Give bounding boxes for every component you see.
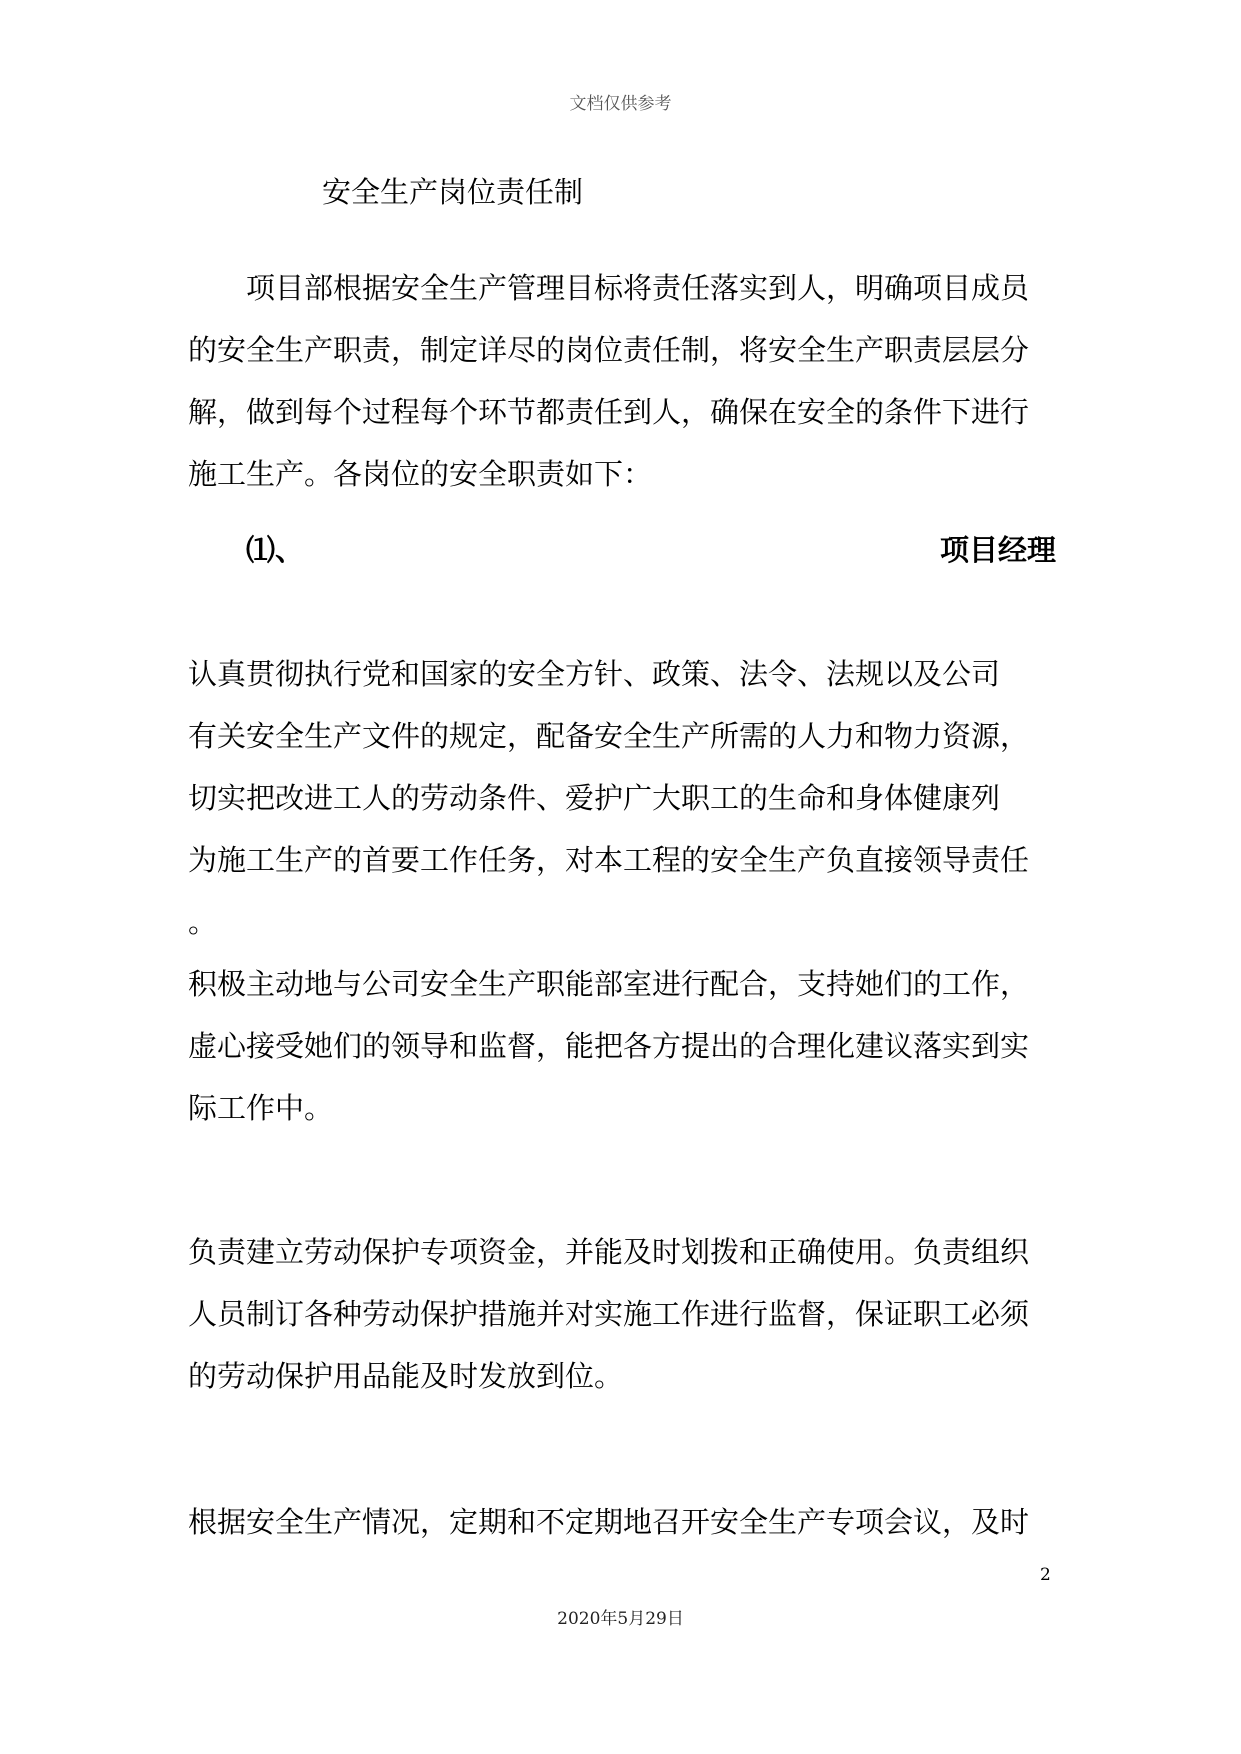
document-title: 安全生产岗位责任制 bbox=[322, 175, 584, 209]
header-note: 文档仅供参考 bbox=[569, 94, 672, 114]
section-number: ⑴、 bbox=[246, 533, 305, 567]
paragraph-line: 根据安全生产情况，定期和不定期地召开安全生产专项会议，及时 bbox=[188, 1505, 1030, 1539]
paragraph-line: 虚心接受她们的领导和监督，能把各方提出的合理化建议落实到实 bbox=[188, 1029, 1030, 1063]
footer-date: 2020年5月29日 bbox=[557, 1609, 684, 1629]
paragraph-line: 积极主动地与公司安全生产职能部室进行配合，支持她们的工作， bbox=[188, 967, 1030, 1001]
intro-line: 的安全生产职责，制定详尽的岗位责任制，将安全生产职责层层分 bbox=[188, 333, 1030, 367]
paragraph-line: 际工作中。 bbox=[188, 1091, 334, 1125]
paragraph-line: 的劳动保护用品能及时发放到位。 bbox=[188, 1359, 624, 1393]
paragraph-line: 认真贯彻执行党和国家的安全方针、政策、法令、法规以及公司 bbox=[188, 657, 1001, 691]
paragraph-line: 。 bbox=[188, 905, 218, 939]
intro-line: 解，做到每个过程每个环节都责任到人，确保在安全的条件下进行 bbox=[188, 395, 1030, 429]
page-number: 2 bbox=[1040, 1565, 1051, 1585]
paragraph-line: 人员制订各种劳动保护措施并对实施工作进行监督，保证职工必须 bbox=[188, 1297, 1030, 1331]
paragraph-line: 切实把改进工人的劳动条件、爱护广大职工的生命和身体健康列 bbox=[188, 781, 1001, 815]
section-name: 项目经理 bbox=[939, 533, 1056, 567]
paragraph-line: 为施工生产的首要工作任务，对本工程的安全生产负直接领导责任 bbox=[188, 843, 1030, 877]
paragraph-line: 负责建立劳动保护专项资金，并能及时划拨和正确使用。负责组织 bbox=[188, 1235, 1030, 1269]
intro-line: 施工生产。各岗位的安全职责如下： bbox=[188, 457, 653, 491]
intro-line: 项目部根据安全生产管理目标将责任落实到人，明确项目成员 bbox=[188, 271, 1030, 305]
paragraph-line: 有关安全生产文件的规定，配备安全生产所需的人力和物力资源， bbox=[188, 719, 1030, 753]
